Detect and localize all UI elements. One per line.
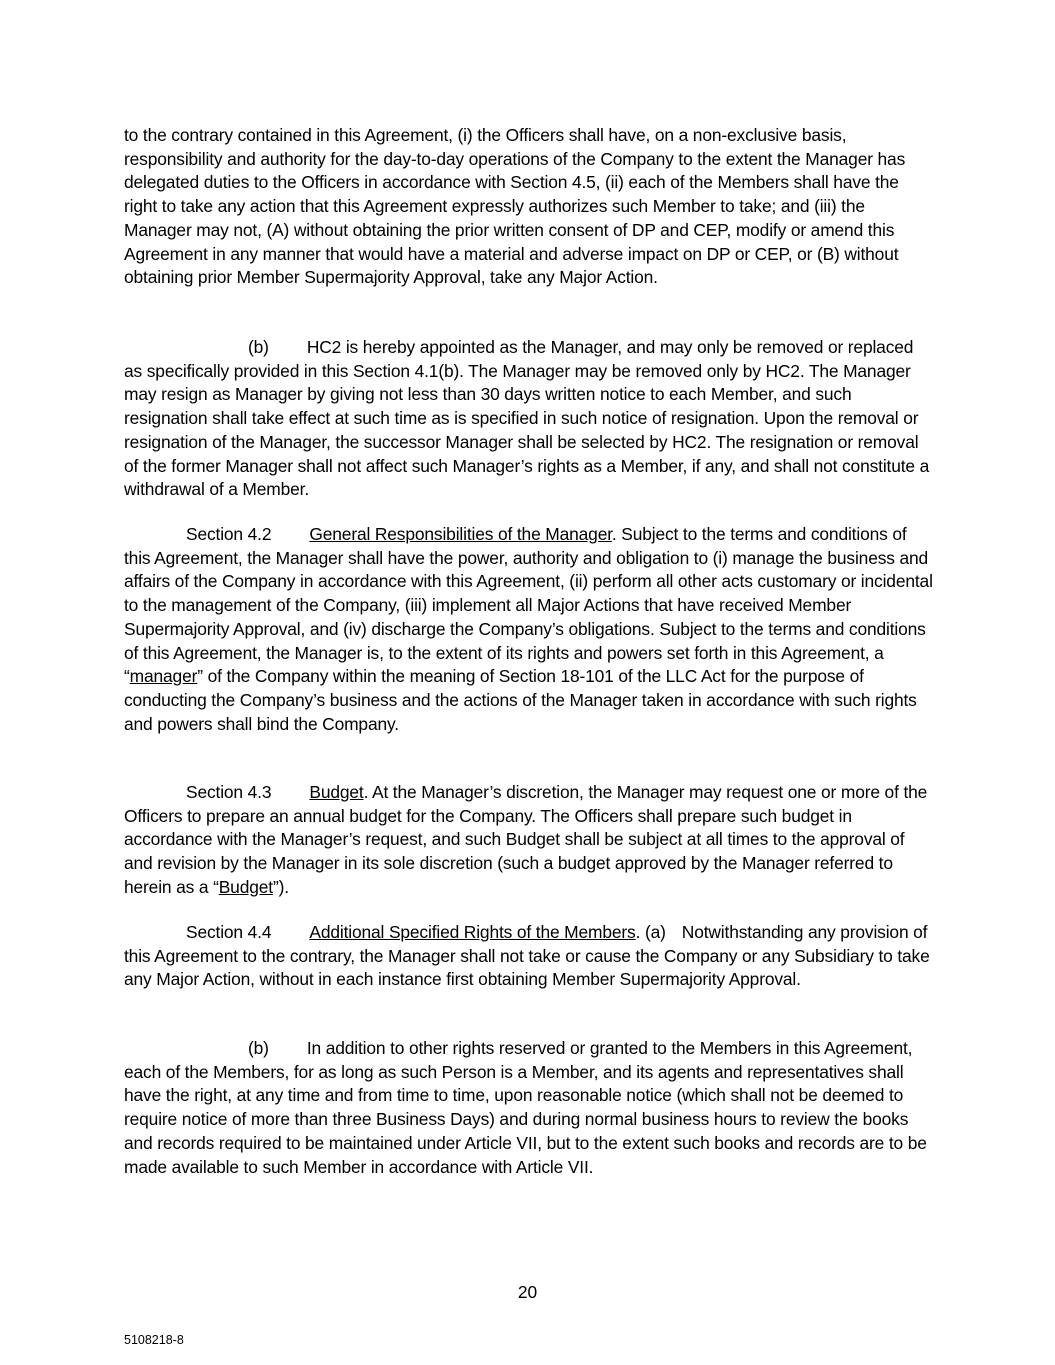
paragraph-continued (124, 124, 934, 290)
clause-label: (b) (248, 1038, 269, 1058)
paragraph-text: to the contrary contained in this Agreement, (i) the Officers shall have, on a non-exclusive basis, responsibility and authority for the day-to-day operations of the Company to the extent the Manager has delegated duties to the Officers in accordance with Section 4.5, (ii) each of the Members shall have the right to take any action that this Agreement expressly authorizes such Member to take; and (iii) the Manager may not, (A) without obtaining the prior written consent of DP and CEP, modify or amend this Agreement in any manner that would have a material and adverse impact on DP or CEP, or (B) without obtaining prior Member Supermajority Approval, take any Major Action. (124, 125, 906, 288)
clause-label: (b) (248, 337, 269, 357)
paragraph-text: . At the Manager’s discretion, the Manager may request one or more of the Officers to prepare an annual budget for the Company. The Officers shall prepare such budget in accordance with the Manager’s request, and such Budget shall be subject at all times to the approval of and revision by the Manager in its sole discretion (such a budget approved by the Manager referred to herein as a “ (124, 782, 928, 897)
paragraph-4-4-b (124, 1037, 934, 1179)
paragraph-text: ” of the Company within the meaning of Section 18-101 of the LLC Act for the purpose of conducting the Company’s business and the actions of the Manager taken in accordance with such rights and powers shall bind the Company. (124, 666, 917, 734)
page-number: 20 (517, 1282, 538, 1302)
paragraph-text: ”). (272, 876, 289, 897)
paragraph-4-1-b (124, 336, 934, 502)
paragraph-text: HC2 is hereby appointed as the Manager, and may only be removed or replaced as specifically provided in this Section 4.1(b). The Manager may be removed only by HC2. The Manager may resign as Manager by giving not less than 30 days written notice to each Member, and such resignation shall take effect at such time as is specified in such notice of resignation. Upon the removal or resignation of the Manager, the successor Manager shall be selected by HC2. The resignation or removal of the former Manager shall not affect such Manager’s rights as a Member, if any, and shall not constitute a withdrawal of a Member. (124, 337, 930, 500)
section-heading: Budget (309, 782, 364, 802)
paragraph-text: Notwithstanding any provision of this Agreement to the contrary, the Manager shall not take or cause the Company or any Subsidiary to take any Major Action, without in each instance first obtaining Member Supermajority Approval. (124, 922, 930, 990)
paragraph-text: . Subject to the terms and conditions of this Agreement, the Manager shall have the power, authority and obligation to (i) manage the business and affairs of the Company in accordance with this Agreement, (ii) perform all other acts customary or incidental to the management of the Company, (iii) implement all Major Actions that have received Member Supermajority Approval, and (iv) discharge the Company’s obligations. Subject to the terms and conditions of this Agreement, the Manager is, to the extent of its rights and powers set forth in this Agreement, a “ (124, 524, 933, 687)
paragraph-section-4-4 (124, 921, 934, 992)
paragraph-section-4-2 (124, 523, 934, 736)
section-heading: General Responsibilities of the Manager (309, 524, 612, 544)
paragraph-section-4-3 (124, 781, 934, 900)
document-id: 5108218-8 (124, 1333, 184, 1347)
clause-label: . (a) (635, 922, 666, 942)
section-number: Section 4.4 (186, 922, 272, 942)
section-heading: Additional Specified Rights of the Members (309, 922, 636, 942)
defined-term: Budget (218, 876, 273, 897)
section-number: Section 4.2 (186, 524, 272, 544)
section-number: Section 4.3 (186, 782, 272, 802)
paragraph-text: In addition to other rights reserved or granted to the Members in this Agreement, each of the Members, for as long as such Person is a Member, and its agents and representatives shall have the right, at any time and from time to time, upon reasonable notice (which shall not be deemed to require notice of more than three Business Days) and during normal business hours to review the books and records required to be maintained under Article VII, but to the extent such books and records are to be made available to such Member in accordance with Article VII. (124, 1038, 927, 1177)
defined-term: manager (129, 666, 198, 687)
